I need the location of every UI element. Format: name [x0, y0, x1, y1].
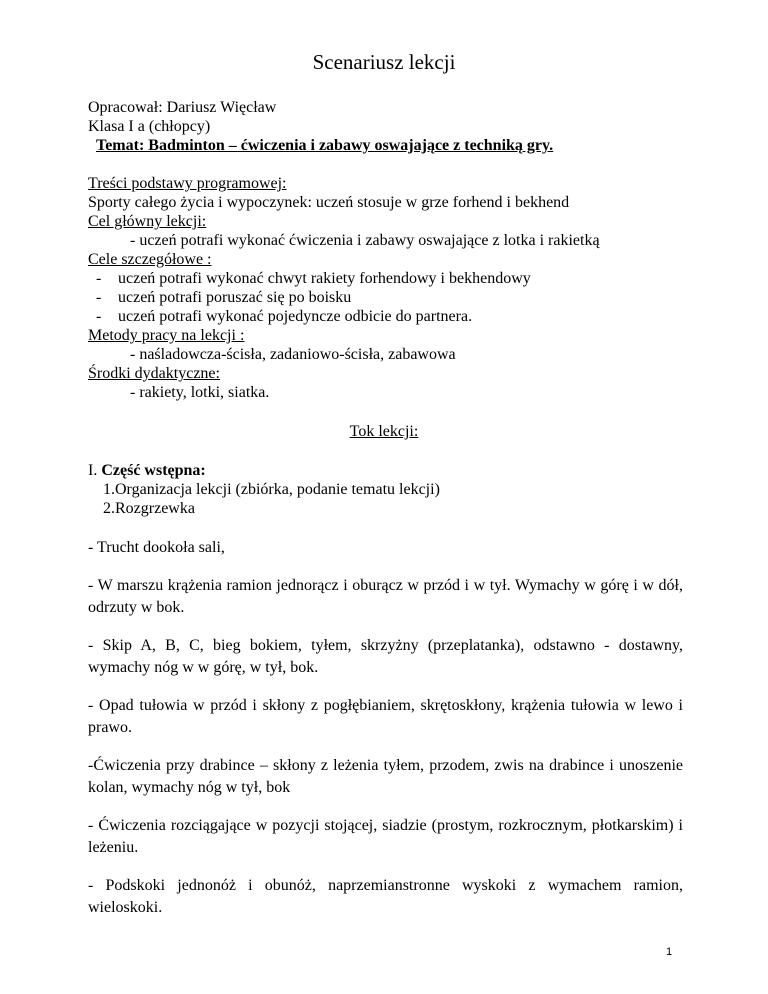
section1-prefix: I. — [88, 462, 102, 479]
warmup-paragraph: -Ćwiczenia przy drabince – skłony z leżenia tyłem, przodem, zwis na drabince i unoszenie kolan, wymachy nóg w tył, bok — [88, 757, 683, 796]
goal-dash-1: - — [96, 270, 102, 287]
topic-line: Temat: Badminton – ćwiczenia i zabawy oswajające z techniką gry. — [96, 137, 554, 154]
warmup-paragraph: - W marszu krążenia ramion jednorącz i oburącz w przód i w tył. Wymachy w górę i w dół, odrzuty w bok. — [88, 577, 683, 616]
section1-step: 2.Rozgrzewka — [103, 500, 195, 517]
goal-item: uczeń potrafi wykonać chwyt rakiety forhendowy i bekhendowy — [118, 270, 531, 287]
class-line: Klasa I a (chłopcy) — [88, 118, 211, 135]
warmup-paragraph: - Trucht dookoła sali, — [88, 539, 225, 556]
aids-text: - rakiety, lotki, siatka. — [130, 384, 270, 401]
document-title: Scenariusz lekcji — [312, 50, 456, 74]
goal-dash-3: - — [96, 308, 102, 325]
curriculum-text: Sporty całego życia i wypoczynek: uczeń stosuje w grze forhend i bekhend — [88, 194, 570, 211]
course-heading: Tok lekcji: — [349, 423, 419, 440]
curriculum-label: Treści podstawy programowej: — [88, 175, 287, 192]
detailed-goals-label: Cele szczegółowe : — [88, 251, 212, 268]
aids-label: Środki dydaktyczne: — [88, 365, 220, 382]
goal-item: uczeń potrafi wykonać pojedyncze odbicie do partnera. — [118, 308, 473, 325]
warmup-paragraph: - Podskoki jednonóż i obunóż, naprzemianstronne wyskoki z wymachem ramion, wieloskoki. — [88, 877, 683, 916]
main-goal-label: Cel główny lekcji: — [88, 213, 207, 230]
goal-item: uczeń potrafi poruszać się po boisku — [118, 289, 352, 306]
section1-title: Część wstępna: — [101, 462, 206, 479]
warmup-paragraph: - Opad tułowia w przód i skłony z pogłębianiem, skrętoskłony, krążenia tułowia w lewo i prawo. — [88, 697, 683, 736]
author-line: Opracował: Dariusz Więcław — [88, 99, 277, 116]
warmup-paragraph: - Ćwiczenia rozciągające w pozycji stojącej, siadzie (prostym, rozkrocznym, płotkarskim) i leżeniu. — [88, 817, 683, 856]
section1-step: 1.Organizacja lekcji (zbiórka, podanie tematu lekcji) — [103, 481, 440, 498]
warmup-paragraph: - Skip A, B, C, bieg bokiem, tyłem, skrzyżny (przeplatanka), odstawno - dostawny, wymachy nóg w w górę, w tył, bok. — [88, 637, 683, 676]
goal-dash-2: - — [96, 289, 102, 306]
methods-text: - naśladowcza-ścisła, zadaniowo-ścisła, zabawowa — [130, 346, 456, 363]
section1-heading — [88, 461, 206, 480]
page-number: 1 — [666, 946, 673, 958]
methods-label: Metody pracy na lekcji : — [88, 327, 245, 344]
main-goal-text: - uczeń potrafi wykonać ćwiczenia i zabawy oswajające z lotka i rakietką — [130, 232, 600, 249]
